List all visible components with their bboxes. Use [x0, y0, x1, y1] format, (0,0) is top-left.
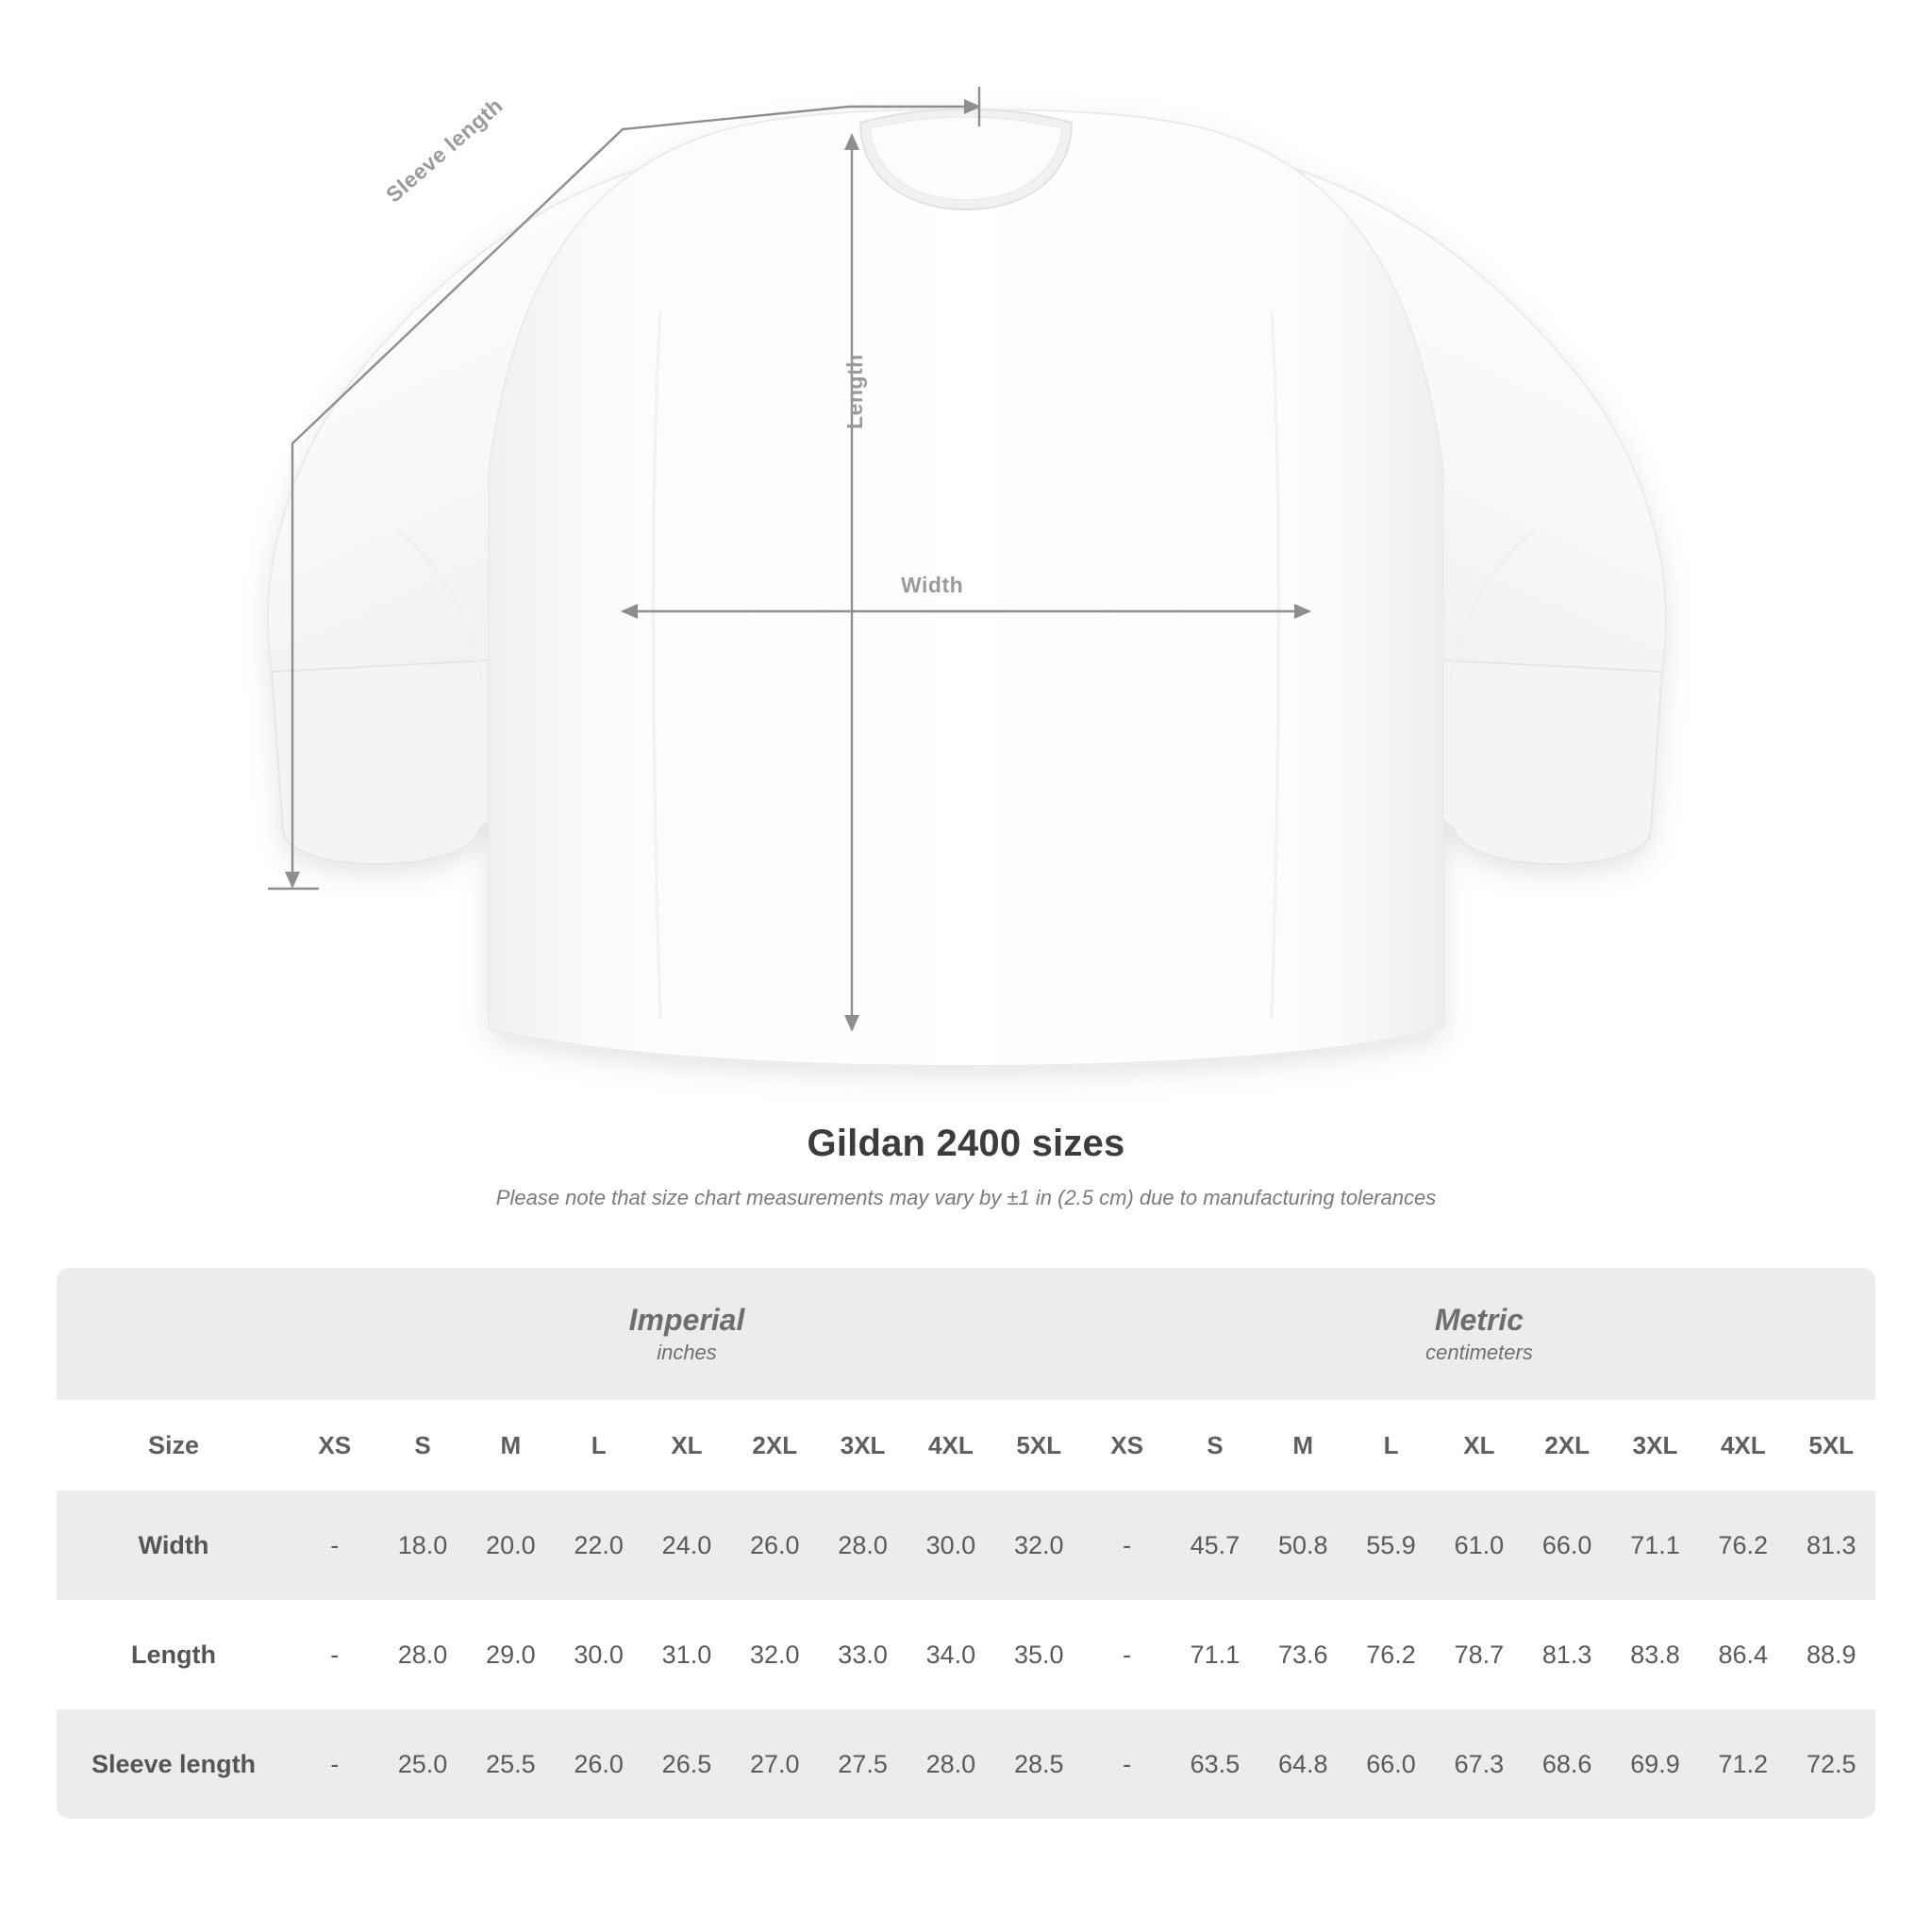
- size-header-imperial-2xl: 2XL: [731, 1400, 819, 1491]
- sleeve-metric-s: 63.5: [1171, 1709, 1258, 1819]
- size-table: [57, 1268, 1875, 1819]
- size-header-metric-s: S: [1171, 1400, 1258, 1491]
- width-metric-s: 45.7: [1171, 1491, 1258, 1600]
- length-metric-2xl: 81.3: [1541, 1640, 1592, 1669]
- length-metric-5xl: 88.9: [1806, 1640, 1857, 1669]
- page-title: Gildan 2400 sizes: [807, 1123, 1125, 1164]
- unit-header-spacer: [57, 1268, 291, 1400]
- length-imperial-xs: -: [330, 1640, 340, 1669]
- length-imperial-m: 29.0: [486, 1640, 536, 1669]
- length-imperial-2xl: 32.0: [749, 1640, 800, 1669]
- title-block: [0, 1123, 1932, 1210]
- width-metric-l: 55.9: [1347, 1491, 1435, 1600]
- length-imperial-4xl: 34.0: [925, 1640, 976, 1669]
- sleeve-length-label: Sleeve length: [381, 92, 508, 208]
- sleeve-imperial-xs: -: [291, 1709, 378, 1819]
- table-row: [57, 1491, 1875, 1600]
- length-imperial-5xl: 35.0: [1013, 1640, 1064, 1669]
- width-metric-xs: -: [1083, 1491, 1171, 1600]
- sleeve-metric-l: 66.0: [1347, 1709, 1435, 1819]
- size-header-metric-3xl: 3XL: [1611, 1400, 1699, 1491]
- width-metric-m: 50.8: [1259, 1491, 1347, 1600]
- sleeve-arrow-bottom: [285, 872, 300, 889]
- length-metric-4xl: 86.4: [1718, 1640, 1769, 1669]
- sleeve-metric-xl: 67.3: [1435, 1709, 1523, 1819]
- size-header-imperial-m: M: [467, 1400, 555, 1491]
- tolerance-note: Please note that size chart measurements may vary by ±1 in (2.5 cm) due to manufacturing tolerances: [495, 1186, 1437, 1209]
- length-metric-xl: 78.7: [1454, 1640, 1505, 1669]
- width-imperial-2xl: 26.0: [731, 1491, 819, 1600]
- size-header-metric-5xl: 5XL: [1787, 1400, 1875, 1491]
- shirt-body-group: [268, 109, 1666, 1066]
- right-cuff: [1443, 660, 1662, 864]
- row-label-width: Width: [57, 1491, 291, 1600]
- unit-header-metric: [1083, 1268, 1875, 1400]
- left-cuff: [272, 660, 491, 864]
- width-label: Width: [901, 573, 964, 597]
- width-imperial-l: 22.0: [555, 1491, 642, 1600]
- unit-header-row: [57, 1268, 1875, 1400]
- width-imperial-xs: -: [291, 1491, 378, 1600]
- size-header-metric-4xl: 4XL: [1699, 1400, 1787, 1491]
- width-metric-4xl: 76.2: [1699, 1491, 1787, 1600]
- width-imperial-s: 18.0: [378, 1491, 466, 1600]
- size-header-imperial-l: L: [555, 1400, 642, 1491]
- sleeve-imperial-3xl: 27.5: [819, 1709, 907, 1819]
- unit-metric-sub: centimeters: [1425, 1340, 1533, 1364]
- sleeve-imperial-2xl: 27.0: [731, 1709, 819, 1819]
- row-label-length: Length: [131, 1640, 217, 1669]
- sleeve-imperial-s: 25.0: [378, 1709, 466, 1819]
- sleeve-metric-2xl: 68.6: [1524, 1709, 1611, 1819]
- size-header-imperial-s: S: [378, 1400, 466, 1491]
- sleeve-metric-xs: -: [1083, 1709, 1171, 1819]
- size-header-imperial-4xl: 4XL: [907, 1400, 994, 1491]
- length-metric-3xl: 83.8: [1630, 1640, 1680, 1669]
- length-imperial-xl: 31.0: [661, 1640, 712, 1669]
- sleeve-metric-5xl: 72.5: [1787, 1709, 1875, 1819]
- size-header-imperial-xs: XS: [291, 1400, 378, 1491]
- size-header-label: Size: [57, 1400, 291, 1491]
- unit-metric-name: Metric: [1434, 1302, 1524, 1337]
- sleeve-imperial-xl: 26.5: [642, 1709, 730, 1819]
- sleeve-imperial-l: 26.0: [555, 1709, 642, 1819]
- table-row: [57, 1709, 1875, 1819]
- length-metric-m: 73.6: [1277, 1640, 1328, 1669]
- unit-imperial-name: Imperial: [628, 1302, 745, 1337]
- sleeve-metric-4xl: 71.2: [1699, 1709, 1787, 1819]
- length-imperial-3xl: 33.0: [838, 1640, 888, 1669]
- unit-header-imperial: [291, 1268, 1083, 1400]
- length-metric-l: 76.2: [1366, 1640, 1416, 1669]
- unit-imperial-sub: inches: [657, 1340, 717, 1364]
- table-row: [57, 1600, 1875, 1709]
- width-metric-5xl: 81.3: [1787, 1491, 1875, 1600]
- length-metric-xs: -: [1123, 1640, 1132, 1669]
- width-imperial-3xl: 28.0: [819, 1491, 907, 1600]
- size-header-row: [57, 1400, 1875, 1491]
- width-metric-3xl: 71.1: [1611, 1491, 1699, 1600]
- size-header-metric-l: L: [1347, 1400, 1435, 1491]
- length-metric-s: 71.1: [1190, 1640, 1241, 1669]
- size-header-imperial-3xl: 3XL: [819, 1400, 907, 1491]
- width-metric-2xl: 66.0: [1524, 1491, 1611, 1600]
- size-header-imperial-5xl: 5XL: [995, 1400, 1083, 1491]
- sleeve-imperial-5xl: 28.5: [995, 1709, 1083, 1819]
- length-imperial-s: 28.0: [397, 1640, 448, 1669]
- size-table-area: [57, 1268, 1875, 1819]
- size-header-metric-xs: XS: [1083, 1400, 1171, 1491]
- size-header-metric-2xl: 2XL: [1524, 1400, 1611, 1491]
- width-imperial-4xl: 30.0: [907, 1491, 994, 1600]
- length-imperial-l: 30.0: [574, 1640, 624, 1669]
- width-imperial-m: 20.0: [467, 1491, 555, 1600]
- sleeve-metric-3xl: 69.9: [1611, 1709, 1699, 1819]
- width-imperial-xl: 24.0: [642, 1491, 730, 1600]
- size-header-metric-xl: XL: [1435, 1400, 1523, 1491]
- sleeve-metric-m: 64.8: [1259, 1709, 1347, 1819]
- length-label: Length: [842, 354, 867, 429]
- sleeve-imperial-4xl: 28.0: [907, 1709, 994, 1819]
- row-label-sleeve-length: Sleeve length: [57, 1709, 291, 1819]
- width-imperial-5xl: 32.0: [995, 1491, 1083, 1600]
- size-header-metric-m: M: [1259, 1400, 1347, 1491]
- sleeve-imperial-m: 25.5: [467, 1709, 555, 1819]
- shirt-body: [489, 109, 1443, 1066]
- size-header-imperial-xl: XL: [642, 1400, 730, 1491]
- width-metric-xl: 61.0: [1435, 1491, 1523, 1600]
